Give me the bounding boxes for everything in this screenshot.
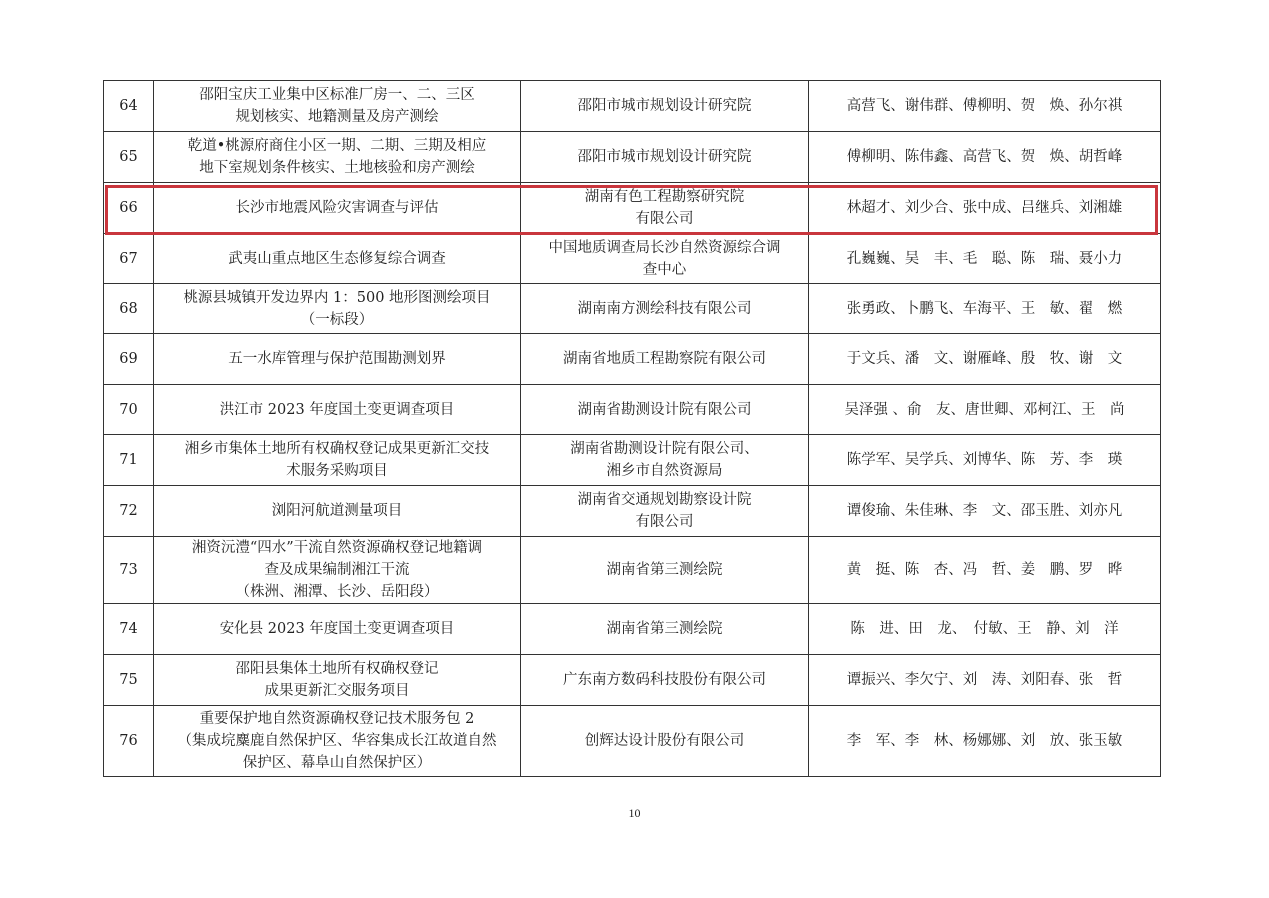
organization-cell: [521, 183, 809, 234]
people-cell: 吴泽强 、俞 友、唐世卿、邓柯江、王 尚: [809, 385, 1161, 435]
table-row: [104, 604, 1161, 655]
people-cell: 林超才、刘少合、张中成、吕继兵、刘湘雄: [809, 183, 1161, 234]
organization-cell: [521, 435, 809, 486]
row-number: 68: [104, 284, 154, 334]
project-name-cell: [154, 604, 521, 655]
organization-cell: [521, 284, 809, 334]
organization-line: 湖南南方测绘科技有限公司: [577, 300, 752, 317]
organization-line: 湖南省勘测设计院有限公司、: [570, 441, 759, 457]
project-name-line: 浏阳河航道测量项目: [271, 503, 403, 519]
project-name-line: （株洲、湘潭、长沙、岳阳段）: [235, 584, 439, 600]
project-name-line: 乾道•桃源府商住小区一期、二期、三期及相应: [187, 138, 487, 154]
table-row: [104, 81, 1161, 132]
organization-line: 湖南省勘测设计院有限公司: [577, 401, 752, 418]
row-number: 72: [104, 486, 154, 537]
organization-line: 湖南省第三测绘院: [606, 621, 723, 637]
project-name-line: 武夷山重点地区生态修复综合调查: [228, 250, 446, 267]
project-name-line: （一标段）: [300, 311, 374, 328]
project-name-line: 邵阳宝庆工业集中区标准厂房一、二、三区: [199, 87, 475, 103]
organization-line: 湘乡市自然资源局: [606, 463, 723, 479]
project-name-line: 保护区、幕阜山自然保护区）: [242, 755, 432, 771]
organization-cell: [521, 604, 809, 655]
project-name-cell: [154, 537, 521, 604]
organization-line: 创辉达设计股份有限公司: [584, 733, 745, 749]
people-cell: 李 军、李 林、杨娜娜、刘 放、张玉敏: [809, 706, 1161, 777]
organization-line: 邵阳市城市规划设计研究院: [577, 149, 752, 165]
organization-line: 湖南省交通规划勘察设计院: [577, 492, 752, 508]
row-number: 67: [104, 234, 154, 284]
row-number: 70: [104, 385, 154, 435]
table-row: [104, 132, 1161, 183]
project-name-line: 长沙市地震风险灾害调查与评估: [235, 200, 439, 216]
project-name-cell: [154, 183, 521, 234]
table-row-highlighted: [104, 183, 1161, 234]
row-number: 64: [104, 81, 154, 132]
table-row: [104, 234, 1161, 284]
project-name-line: 查及成果编制湘江干流: [264, 562, 410, 578]
project-name-line: 地下室规划条件核实、土地核验和房产测绘: [199, 160, 475, 176]
project-name-cell: [154, 234, 521, 284]
project-name-cell: [154, 655, 521, 706]
organization-cell: [521, 334, 809, 385]
project-name-line: 桃源县城镇开发边界内 1：500 地形图测绘项目: [183, 289, 491, 306]
project-name-line: （集成垸麋鹿自然保护区、华容集成长江故道自然: [177, 733, 497, 749]
organization-line: 有限公司: [635, 211, 694, 227]
organization-cell: [521, 132, 809, 183]
people-cell: 于文兵、潘 文、谢雁峰、殷 牧、谢 文: [809, 334, 1161, 385]
project-name-cell: [154, 486, 521, 537]
project-name-line: 重要保护地自然资源确权登记技术服务包 2: [199, 711, 475, 727]
organization-cell: [521, 537, 809, 604]
row-number: 75: [104, 655, 154, 706]
people-cell: 傅柳明、陈伟鑫、高营飞、贺 焕、胡哲峰: [809, 132, 1161, 183]
organization-line: 湖南省第三测绘院: [606, 562, 723, 578]
project-name-cell: [154, 132, 521, 183]
table-row: [104, 334, 1161, 385]
table-row: [104, 655, 1161, 706]
organization-line: 湖南省地质工程勘察院有限公司: [563, 351, 766, 367]
award-table: [103, 80, 1161, 777]
project-name-cell: [154, 81, 521, 132]
organization-line: 中国地质调查局长沙自然资源综合调: [548, 239, 781, 256]
people-cell: 谭俊瑜、朱佳琳、李 文、邵玉胜、刘亦凡: [809, 486, 1161, 537]
table-row: [104, 284, 1161, 334]
row-number: 66: [104, 183, 154, 234]
project-name-line: 邵阳县集体土地所有权确权登记: [235, 661, 439, 677]
people-cell: 黄 挺、陈 杏、冯 哲、姜 鹏、罗 晔: [809, 537, 1161, 604]
project-name-cell: [154, 284, 521, 334]
row-number: 76: [104, 706, 154, 777]
project-name-line: 湘资沅澧“四水”干流自然资源确权登记地籍调: [191, 540, 483, 556]
organization-line: 查中心: [642, 261, 687, 278]
row-number: 65: [104, 132, 154, 183]
row-number: 71: [104, 435, 154, 486]
table-row: [104, 537, 1161, 604]
people-cell: 陈 进、田 龙、 付敏、王 静、刘 洋: [809, 604, 1161, 655]
organization-line: 湖南有色工程勘察研究院: [584, 189, 745, 205]
organization-cell: [521, 385, 809, 435]
project-name-line: 成果更新汇交服务项目: [264, 683, 410, 699]
organization-cell: [521, 706, 809, 777]
people-cell: 陈学军、吴学兵、刘博华、陈 芳、李 瑛: [809, 435, 1161, 486]
organization-cell: [521, 486, 809, 537]
project-name-line: 术服务采购项目: [286, 463, 388, 479]
organization-line: 有限公司: [635, 514, 694, 530]
table-row: [104, 706, 1161, 777]
row-number: 73: [104, 537, 154, 604]
row-number: 74: [104, 604, 154, 655]
project-name-line: 五一水库管理与保护范围勘测划界: [228, 351, 446, 367]
table-row: [104, 435, 1161, 486]
people-cell: 高营飞、谢伟群、傅柳明、贺 焕、孙尔祺: [809, 81, 1161, 132]
project-name-line: 湘乡市集体土地所有权确权登记成果更新汇交技: [184, 441, 490, 457]
organization-cell: [521, 655, 809, 706]
table-body: [104, 81, 1161, 777]
organization-line: 邵阳市城市规划设计研究院: [577, 98, 752, 114]
people-cell: 谭振兴、李欠宁、刘 涛、刘阳春、张 哲: [809, 655, 1161, 706]
table-row: [104, 486, 1161, 537]
organization-cell: [521, 81, 809, 132]
project-name-cell: [154, 385, 521, 435]
table-row: [104, 385, 1161, 435]
project-name-line: 洪江市 2023 年度国土变更调查项目: [219, 401, 455, 418]
project-name-cell: [154, 334, 521, 385]
project-name-cell: [154, 706, 521, 777]
project-name-cell: [154, 435, 521, 486]
row-number: 69: [104, 334, 154, 385]
project-name-line: 安化县 2023 年度国土变更调查项目: [219, 621, 455, 637]
page-number: 10: [628, 806, 641, 820]
organization-cell: [521, 234, 809, 284]
people-cell: 孔巍巍、吴 丰、毛 聪、陈 瑞、聂小力: [809, 234, 1161, 284]
people-cell: 张勇政、卜鹏飞、车海平、王 敏、翟 燃: [809, 284, 1161, 334]
project-name-line: 规划核实、地籍测量及房产测绘: [235, 109, 439, 125]
organization-line: 广东南方数码科技股份有限公司: [563, 672, 766, 688]
